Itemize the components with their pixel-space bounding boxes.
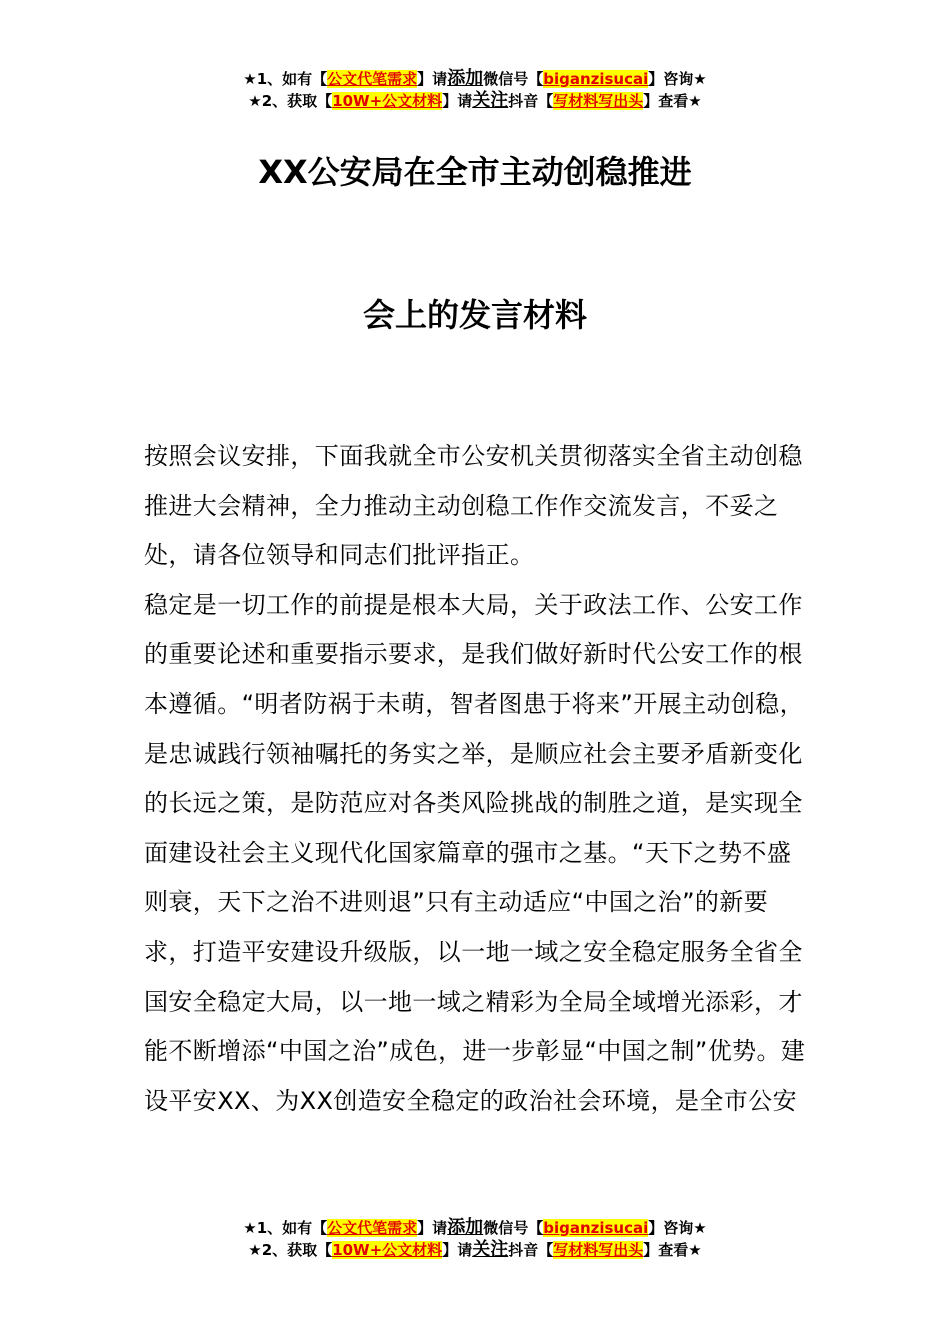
douyin-account-highlight: 写材料写出头 bbox=[553, 1241, 644, 1259]
wechat-id-highlight: biganzisucai bbox=[543, 70, 649, 88]
ghostwriting-service-highlight: 公文代笔需求 bbox=[327, 1219, 418, 1237]
promo-line-2: ★2、获取【10W+公文材料】请关注抖音【写材料写出头】查看★ bbox=[248, 1239, 702, 1260]
materials-highlight: 10W+公文材料 bbox=[332, 92, 443, 110]
promo-line-1: ★1、如有【公文代笔需求】请添加微信号【biganzisucai】咨询★ bbox=[243, 68, 707, 89]
wechat-id-highlight: biganzisucai bbox=[543, 1219, 649, 1237]
document-title-line-1: XX公安局在全市主动创稳推进 bbox=[258, 153, 692, 191]
ghostwriting-service-highlight: 公文代笔需求 bbox=[327, 70, 418, 88]
promo-line-2: ★2、获取【10W+公文材料】请关注抖音【写材料写出头】查看★ bbox=[248, 90, 702, 111]
douyin-account-highlight: 写材料写出头 bbox=[553, 92, 644, 110]
materials-highlight: 10W+公文材料 bbox=[332, 1241, 443, 1259]
promo-line-1: ★1、如有【公文代笔需求】请添加微信号【biganzisucai】咨询★ bbox=[243, 1217, 707, 1238]
document-title-line-2: 会上的发言材料 bbox=[362, 296, 587, 334]
document-body bbox=[144, 432, 810, 1126]
paragraph: 稳定是一切工作的前提是根本大局，关于政法工作、公安工作的重要论述和重要指示要求，是我们做好新时代公安工作的根本遵循。“明者防祸于未萌，智者图患于将来”开展主动创稳，是忠诚践行领袖嘱托的务实之举，是顺应社会主要矛盾新变化的长远之策，是防范应对各类风险挑战的制胜之道，是实现全面建设社会主义现代化国家篇章的强市之基。“天下之势不盛则衰，天下之治不进则退”只有主动适应“中国之治”的新要求，打造平安建设升级版，以一地一域之安全稳定服务全省全国安全稳定大局，以一地一域之精彩为全局全域增光添彩，才能不断增添“中国之治”成色，进一步彰显“中国之制”优势。建设平安XX、为XX创造安全稳定的政治社会环境，是全市公安 bbox=[144, 590, 806, 1115]
footer-promo-banner bbox=[0, 1217, 950, 1261]
header-promo-banner bbox=[0, 68, 950, 112]
paragraph: 按照会议安排，下面我就全市公安机关贯彻落实全省主动创稳推进大会精神，全力推动主动创稳工作作交流发言，不妥之处，请各位领导和同志们批评指正。 bbox=[144, 442, 803, 570]
